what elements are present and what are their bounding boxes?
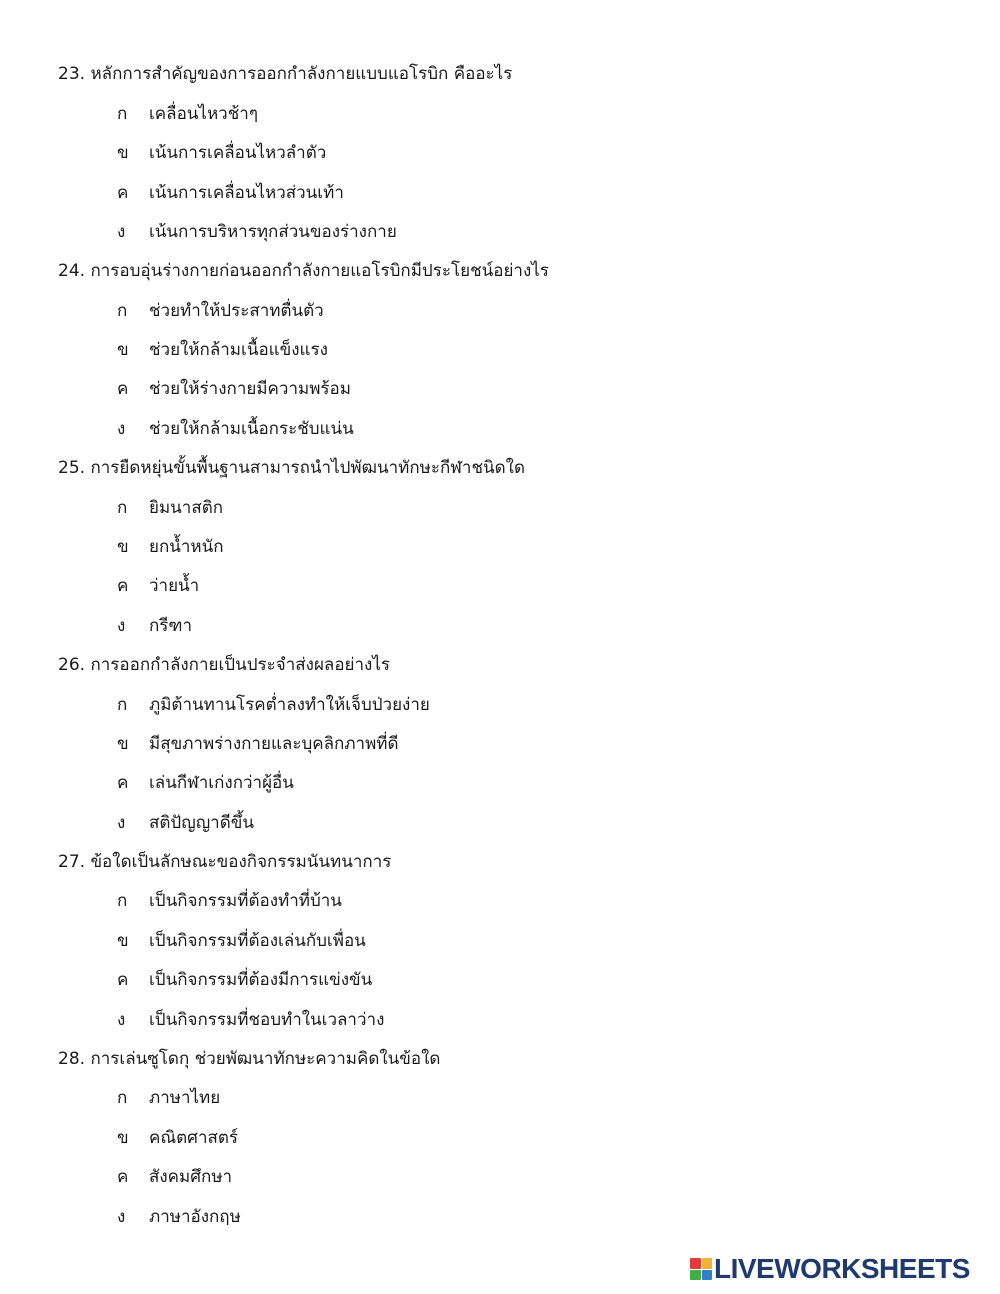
- option-text: คณิตศาสตร์: [149, 1128, 239, 1148]
- option-text: เน้นการเคลื่อนไหวส่วนเท้า: [149, 183, 344, 203]
- liveworksheets-logo[interactable]: [690, 1254, 970, 1284]
- option-23-c[interactable]: [117, 182, 344, 204]
- option-text: เน้นการเคลื่อนไหวลำตัว: [149, 143, 327, 163]
- option-text: ช่วยให้กล้ามเนื้อแข็งแรง: [149, 340, 328, 360]
- option-text: สติปัญญาดีขึ้น: [149, 813, 255, 833]
- option-24-b[interactable]: [117, 339, 328, 361]
- option-marker: ข: [117, 1128, 129, 1148]
- option-marker: ค: [117, 970, 129, 990]
- option-text: ช่วยให้ร่างกายมีความพร้อม: [149, 379, 351, 399]
- option-text: ว่ายน้ำ: [149, 576, 200, 596]
- question-26: 26. การออกกำลังกายเป็นประจำส่งผลอย่างไร: [58, 655, 391, 675]
- option-26-c[interactable]: [117, 772, 294, 794]
- option-text: เป็นกิจกรรมที่ต้องมีการแข่งขัน: [149, 970, 373, 990]
- option-text: ภาษาไทย: [149, 1088, 221, 1108]
- option-24-c[interactable]: [117, 378, 351, 400]
- option-marker: ค: [117, 379, 129, 399]
- question-23: 23. หลักการสำคัญของการออกกำลังกายแบบแอโรบิก คืออะไร: [58, 64, 513, 84]
- option-28-d[interactable]: [117, 1206, 241, 1228]
- option-marker: ง: [117, 1207, 126, 1227]
- option-marker: ง: [117, 222, 126, 242]
- option-25-b[interactable]: [117, 536, 224, 558]
- option-27-c[interactable]: [117, 969, 372, 991]
- option-marker: ก: [117, 498, 128, 518]
- option-text: มีสุขภาพร่างกายและบุคลิกภาพที่ดี: [149, 734, 399, 754]
- option-marker: ก: [117, 695, 128, 715]
- option-28-c[interactable]: [117, 1166, 232, 1188]
- option-25-c[interactable]: [117, 575, 199, 597]
- option-26-a[interactable]: [117, 694, 430, 716]
- option-25-d[interactable]: [117, 615, 192, 637]
- option-marker: ง: [117, 616, 126, 636]
- logo-block: [690, 1258, 701, 1269]
- option-27-b[interactable]: [117, 930, 366, 952]
- option-marker: ก: [117, 891, 128, 911]
- option-text: สังคมศึกษา: [149, 1167, 233, 1187]
- option-text: เป็นกิจกรรมที่ชอบทำในเวลาว่าง: [149, 1010, 385, 1030]
- logo-block: [702, 1258, 713, 1269]
- option-26-b[interactable]: [117, 733, 399, 755]
- option-marker: ค: [117, 1167, 129, 1187]
- option-text: เป็นกิจกรรมที่ต้องเล่นกับเพื่อน: [149, 931, 366, 951]
- option-text: เน้นการบริหารทุกส่วนของร่างกาย: [149, 222, 397, 242]
- option-27-a[interactable]: [117, 890, 342, 912]
- option-25-a[interactable]: [117, 497, 223, 519]
- option-text: ภูมิต้านทานโรคต่ำลงทำให้เจ็บป่วยง่าย: [149, 695, 430, 715]
- option-marker: ง: [117, 1010, 126, 1030]
- option-23-d[interactable]: [117, 221, 397, 243]
- option-marker: ก: [117, 1088, 128, 1108]
- logo-blocks-icon: [690, 1258, 712, 1280]
- option-text: เป็นกิจกรรมที่ต้องทำที่บ้าน: [149, 891, 342, 911]
- question-24: 24. การอบอุ่นร่างกายก่อนออกกำลังกายแอโรบิกมีประโยชน์อย่างไร: [58, 261, 549, 281]
- option-24-d[interactable]: [117, 418, 354, 440]
- option-marker: ก: [117, 104, 128, 124]
- option-28-b[interactable]: [117, 1127, 238, 1149]
- logo-block: [690, 1270, 701, 1281]
- option-marker: ค: [117, 773, 129, 793]
- option-marker: ข: [117, 734, 129, 754]
- option-text: ช่วยทำให้ประสาทตื่นตัว: [149, 301, 324, 321]
- option-text: กรีฑา: [149, 616, 193, 636]
- option-23-a[interactable]: [117, 103, 258, 125]
- option-marker: ข: [117, 340, 129, 360]
- option-24-a[interactable]: [117, 300, 324, 322]
- question-25: 25. การยืดหยุ่นขั้นพื้นฐานสามารถนำไปพัฒนาทักษะกีฬาชนิดใด: [58, 458, 525, 478]
- option-27-d[interactable]: [117, 1009, 384, 1031]
- option-text: ภาษาอังกฤษ: [149, 1207, 241, 1227]
- option-marker: ก: [117, 301, 128, 321]
- option-text: ยกน้ำหนัก: [149, 537, 224, 557]
- option-text: เล่นกีฬาเก่งกว่าผู้อื่น: [149, 773, 294, 793]
- option-text: ช่วยให้กล้ามเนื้อกระชับแน่น: [149, 419, 354, 439]
- question-27: 27. ข้อใดเป็นลักษณะของกิจกรรมนันทนาการ: [58, 852, 392, 872]
- option-marker: ข: [117, 143, 129, 163]
- logo-text: LIVEWORKSHEETS: [714, 1253, 970, 1284]
- option-text: ยิมนาสติก: [149, 498, 224, 518]
- option-text: เคลื่อนไหวช้าๆ: [149, 104, 258, 124]
- option-marker: ง: [117, 419, 126, 439]
- logo-block: [702, 1270, 713, 1281]
- option-23-b[interactable]: [117, 142, 326, 164]
- option-marker: ข: [117, 537, 129, 557]
- question-28: 28. การเล่นซูโดกุ ช่วยพัฒนาทักษะความคิดในข้อใด: [58, 1049, 441, 1069]
- option-28-a[interactable]: [117, 1087, 220, 1109]
- option-marker: ง: [117, 813, 126, 833]
- option-marker: ข: [117, 931, 129, 951]
- option-marker: ค: [117, 183, 129, 203]
- option-marker: ค: [117, 576, 129, 596]
- option-26-d[interactable]: [117, 812, 254, 834]
